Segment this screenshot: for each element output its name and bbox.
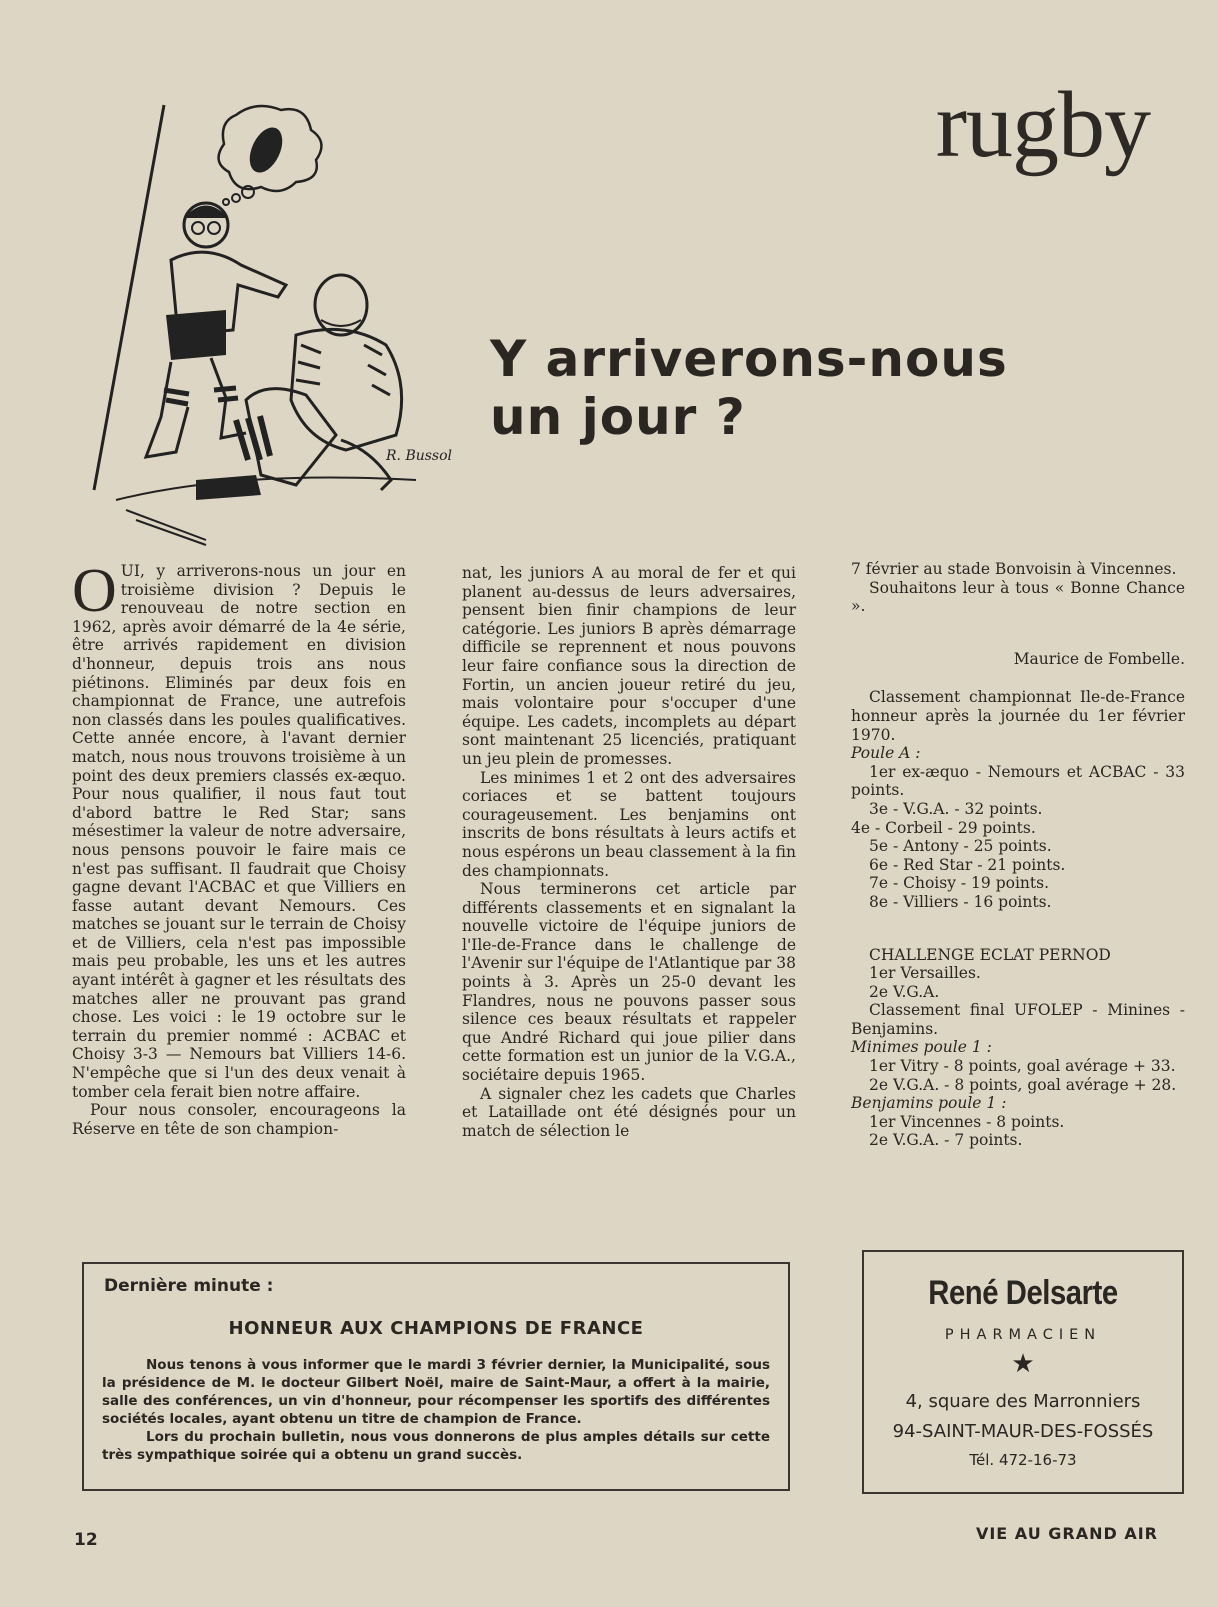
challenge-row: 1er Versailles. xyxy=(869,964,981,983)
ad-profession: PHARMACIEN xyxy=(944,1327,1102,1343)
headline-line-2: un jour ? xyxy=(490,388,746,446)
standings-row: 4e - Corbeil - 29 points. xyxy=(851,818,1036,837)
last-minute-paragraph: Nous tenons à vous informer que le mardi 3 février dernier, la Municipalité, sous la présidence de M. le docteur Gilbert Noël, maire de Saint-Maur, a offert à la mairie, salle des conférences, un vin d'honneur, pour récompenser les sportifs des différentes sociétés locales, ayant obtenu un titre de champion de France. xyxy=(102,1357,770,1427)
standings-pool-label: Poule A : xyxy=(851,744,921,763)
magazine-name: VIE AU GRAND AIR xyxy=(975,1524,1158,1543)
standings-intro: Classement championnat Ile-de-France honneur après la journée du 1er février 1970. xyxy=(851,688,1185,744)
article-paragraph: Nous terminerons cet article par différents classements et en signalant la nouvelle victoire de l'équipe juniors de l'Ile-de-France dans le challenge de l'Avenir sur l'équipe de l'Atlantique par 38 points à 3. Après un 25-0 devant les Flandres, nous ne pouvons passer sous silence ces beaux résultats et rappeler que André Richard qui joue pilier dans cette formation est un junior de la V.G.A., sociétaire depuis 1965. xyxy=(462,880,796,1085)
article-paragraph: nat, les juniors A au moral de fer et qui planent au-dessus de leurs adversaires, pensent bien finir champions de leur catégorie. Les juniors B après démarrage difficile se reprennent et nous pouvons leur faire confiance sous la direction de Fortin, un ancien joueur retiré du jeu, mais volontaire pour s'occuper d'une équipe. Les cadets, incomplets au départ sont maintenant 25 licenciés, pratiquant un jeu plein de promesses. xyxy=(462,564,796,768)
ad-address-line-2: 94-SAINT-MAUR-DES-FOSSÉS xyxy=(892,1421,1154,1442)
ufolep-heading: Classement final UFOLEP - Minines - Benjamins. xyxy=(851,1001,1185,1038)
article-column-2 xyxy=(462,564,796,1140)
standings-row: 5e - Antony - 25 points. xyxy=(869,837,1052,856)
minimes-row: 1er Vitry - 8 points, goal avérage + 33. xyxy=(869,1057,1176,1076)
minimes-label: Minimes poule 1 : xyxy=(851,1038,992,1057)
article-paragraph: 7 février au stade Bonvoisin à Vincennes. xyxy=(851,560,1177,578)
headline xyxy=(490,330,1110,446)
page-number: 12 xyxy=(74,1530,98,1550)
ad-address-line-1: 4, square des Marronniers xyxy=(905,1391,1141,1412)
illustration-signature: R. Bussol xyxy=(386,448,453,464)
headline-line-1: Y arriverons-nous xyxy=(490,330,1008,388)
challenge-title: CHALLENGE ECLAT PERNOD xyxy=(869,945,1111,964)
author-signature: Maurice de Fombelle. xyxy=(1013,649,1185,668)
ad-phone: Tél. 472-16-73 xyxy=(969,1451,1077,1469)
last-minute-text xyxy=(102,1356,770,1464)
article-paragraph: A signaler chez les cadets que Charles et Lataillade ont été désignés pour un match de sélection le xyxy=(462,1084,796,1140)
last-minute-title: HONNEUR AUX CHAMPIONS DE FRANCE xyxy=(228,1318,644,1339)
standings-row: 1er ex-æquo - Nemours et ACBAC - 33 points. xyxy=(851,762,1185,800)
standings-row: 3e - V.G.A. - 32 points. xyxy=(869,799,1043,818)
ad-name: René Delsarte xyxy=(928,1274,1118,1312)
star-icon: ★ xyxy=(1011,1349,1035,1379)
article-paragraph: Pour nous consoler, encourageons la Réserve en tête de son champion- xyxy=(72,1101,406,1138)
article-column-3 xyxy=(851,560,1185,1150)
last-minute-box xyxy=(82,1262,790,1491)
standings-row: 7e - Choisy - 19 points. xyxy=(869,874,1050,893)
last-minute-label: Dernière minute : xyxy=(104,1276,274,1296)
benjamins-label: Benjamins poule 1 : xyxy=(851,1094,1007,1113)
section-title: rugby xyxy=(935,73,1150,177)
benjamins-row: 1er Vincennes - 8 points. xyxy=(869,1112,1065,1131)
article-paragraph: Souhaitons leur à tous « Bonne Chance ». xyxy=(851,578,1185,616)
last-minute-paragraph: Lors du prochain bulletin, nous vous donnerons de plus amples détails sur cette très sympathique soirée qui a obtenu un grand succès. xyxy=(102,1429,770,1463)
benjamins-row: 2e V.G.A. - 7 points. xyxy=(869,1131,1023,1150)
standings-row: 8e - Villiers - 16 points. xyxy=(869,892,1052,911)
rugby-cartoon-illustration xyxy=(86,100,476,560)
article-paragraph: OUI, y arriverons-nous un jour en troisième division ? Depuis le renouveau de notre section en 1962, après avoir démarré de la 4e série, être arrivés rapidement en division d'honneur, depuis trois ans nous piétinons. Eliminés par deux fois en championnat de France, une autrefois non classés dans les poules qualificatives. Cette année encore, à l'avant dernier match, nous nous trouvons troisième à un point des deux premiers classés ex-æquo. Pour nous qualifier, il nous faut tout d'abord battre le Red Star; sans mésestimer la valeur de notre adversaire, nous pensons pouvoir le faire mais ce n'est pas suffisant. Il faudrait que Choisy gagne devant l'ACBAC et que Villiers en fasse autant devant Nemours. Ces matches se jouant sur le terrain de Choisy et de Villiers, cela n'est pas impossible mais peu probable, les uns et les autres ayant intérêt à gagner et les résultats des matches aller ne prouvant pas grand chose. Les voici : le 19 octobre sur le terrain du premier nommé : ACBAC et Choisy 3-3 — Nemours bat Villiers 14-6. N'empêche que si l'un des deux venait à tomber cela ferait bien notre affaire. xyxy=(72,557,406,1101)
dropcap: O xyxy=(72,557,117,625)
pharmacy-advertisement xyxy=(862,1250,1184,1494)
challenge-row: 2e V.G.A. xyxy=(869,982,940,1001)
article-paragraph: Les minimes 1 et 2 ont des adversaires coriaces et se battent toujours courageusement. Les benjamins ont inscrits de bons résultats à leurs actifs et nous espérons un beau classement à la fin des championnats. xyxy=(462,768,796,880)
minimes-row: 2e V.G.A. - 8 points, goal avérage + 28. xyxy=(869,1075,1177,1094)
article-column-1 xyxy=(72,557,406,1138)
standings-row: 6e - Red Star - 21 points. xyxy=(869,855,1066,874)
